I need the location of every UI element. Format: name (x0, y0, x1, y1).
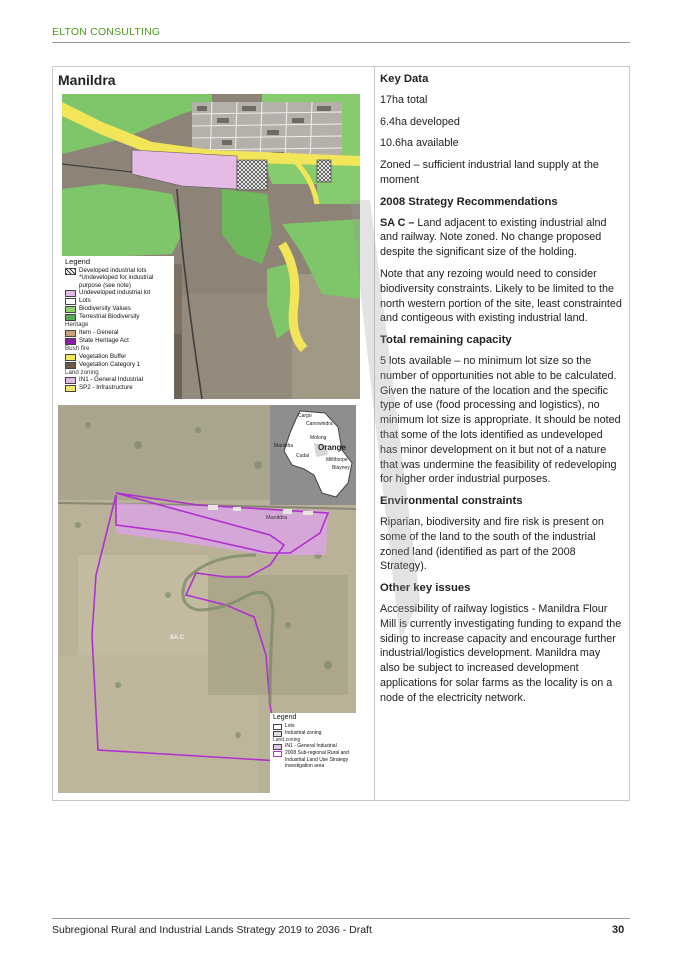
site-label: SA C (170, 635, 185, 641)
map2-legend-title: Legend (273, 714, 297, 721)
legend-item: Undeveloped industrial lot (65, 289, 171, 297)
legend-section: Heritage (65, 321, 89, 329)
recommendations-text: SA C – Land adjacent to existing industrial alnd and railway. Note zoned. No change proposed despite the significant size of the holding. (380, 216, 607, 259)
pink-swatch (273, 744, 282, 750)
white-swatch (273, 724, 282, 730)
grey-swatch (273, 731, 282, 737)
other-text: Accessibility of railway logistics - Manildra Flour Mill is currently investigating funding to expand the siding to increase capacity and encourage further industrial/logistics development. Manildra may also be subject to increased development applications for solar farms as the locality is on a node of the electricity network. (380, 602, 622, 704)
map1-legend-title: Legend (65, 257, 91, 266)
header-org: ELTON CONSULTING (52, 26, 161, 38)
key-data-heading: Key Data (380, 73, 429, 85)
environment-heading: Environmental constraints (380, 495, 523, 508)
key-data-line: 17ha total (380, 93, 428, 106)
inset-town: Cargo (298, 413, 312, 419)
legend-section: Land zoning (65, 368, 99, 376)
pink-swatch (65, 377, 76, 384)
legend-item: Industrial zoning (273, 730, 353, 737)
legend-item: Vegetation Buffer (65, 353, 171, 361)
key-data-line: Zoned – sufficient industrial land supply at the moment (380, 159, 599, 186)
legend-item: Biodiversity Values (65, 305, 171, 313)
inset-town: Orange (318, 443, 347, 452)
recommendations-note: Note that any rezoing would need to consider biodiversity constraints. Likely to be limited to the north western portion of the site, least constrainted and contigeous with existing industrial land. (380, 267, 622, 325)
legend-item: State Heritage Act (65, 337, 171, 345)
legend-item: Lots (65, 297, 171, 305)
key-data-line: 6.4ha developed (380, 115, 460, 128)
inset-town: Molong (310, 435, 327, 441)
tan-swatch (65, 330, 76, 337)
legend-section: Land zoning (273, 736, 301, 743)
key-data-line: 10.6ha available (380, 137, 459, 150)
footer-title: Subregional Rural and Industrial Lands Strategy 2019 to 2036 - Draft (52, 924, 372, 936)
site-title: Manildra (58, 72, 116, 88)
page-number: 30 (612, 924, 625, 936)
recommendations-heading: 2008 Strategy Recommendations (380, 195, 558, 208)
aerial-map (58, 405, 356, 793)
yellow-swatch (65, 385, 76, 392)
legend-item: Terrestrial Biodiversity (65, 313, 171, 321)
recommendations-lead: SA C – (380, 216, 415, 229)
legend-item: SP2 - Infrastructure (65, 384, 171, 392)
white-swatch (65, 298, 76, 305)
pink-swatch (65, 290, 76, 297)
legend-item: Vegetation Category 1 (65, 361, 171, 369)
brown-swatch (65, 362, 76, 369)
lightgreen-swatch (65, 306, 76, 313)
purple-swatch (65, 338, 76, 345)
header-rule (52, 42, 630, 43)
yellow-swatch (65, 354, 76, 361)
legend-item: Lots (273, 723, 353, 730)
other-heading: Other key issues (380, 582, 471, 595)
inset-map (270, 405, 356, 505)
column-divider (374, 66, 375, 800)
legend-item: Developed industrial lots *Undeveloped for industrial purpose (see note) (65, 267, 171, 290)
capacity-heading: Total remaining capacity (380, 334, 512, 347)
inset-town: Millthorpe (326, 457, 348, 463)
map1-legend (62, 256, 174, 399)
capacity-text: 5 lots available – no minimum lot size so the number of opportunities not able to be calculated. Given the nature of the location and the specific type of use (food processing and logistics), no minimum lot size is appropriate. It should be noted that some of the lots identified as undeveloped has minor development on it but not of a nature that was undermine the feasibility of redeveloping for higher order industrial purposes. (380, 354, 621, 486)
legend-item: IN1 - General Industrial (65, 376, 171, 384)
footer-rule (52, 918, 630, 919)
planning-map (62, 94, 360, 399)
inset-town: Manildra (274, 443, 294, 449)
town-label: Manildra (266, 515, 288, 521)
environment-text: Riparian, biodiversity and fire risk is present on some of the land to the south of the industrial zoned land (identified as part of the 2008 Strategy). (380, 515, 604, 573)
legend-item: 2008 Sub-regional Rural and Industrial Land Use Strategy investigation area (273, 750, 353, 770)
green-swatch (65, 314, 76, 321)
purple-outline-swatch (273, 751, 282, 757)
legend-section: Bush fire (65, 344, 90, 352)
map2-legend (270, 713, 356, 793)
inset-town: Blayney (332, 465, 350, 471)
inset-town: Cudal (296, 453, 310, 459)
crosshatch-swatch (65, 268, 76, 275)
legend-item: Item - General (65, 329, 171, 337)
text-column (380, 72, 622, 712)
legend-item: IN1 - General Industrial (273, 743, 353, 750)
inset-town: Canowindra (306, 421, 333, 427)
